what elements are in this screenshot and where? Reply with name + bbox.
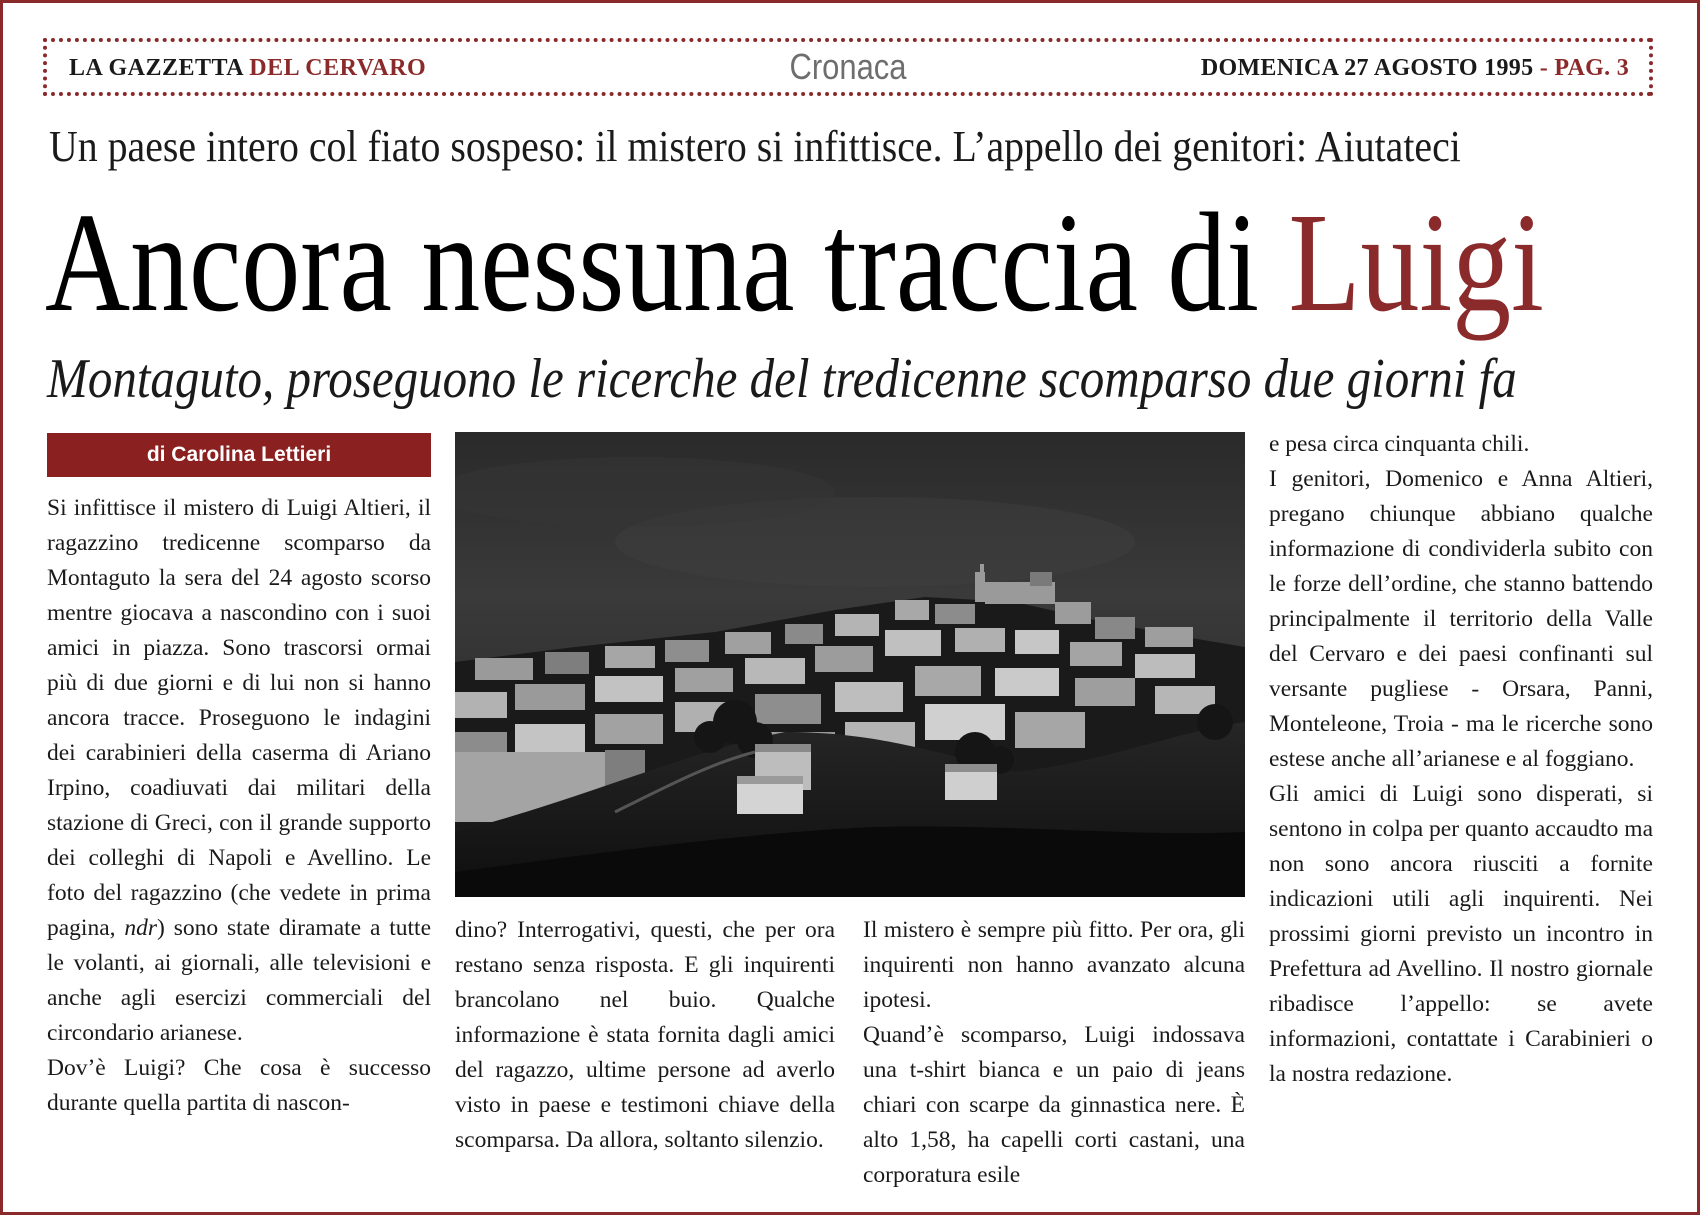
issue-info (1201, 55, 1629, 82)
col4-paragraph-2: I genitori, Domenico e Anna Altieri, pregano chiunque abbiano qualche informazione di condividerla subito con le forze dell’ordine, che stanno battendo principalmente il territorio della Valle del Cervaro e dei paesi confinanti sul versante pugliese - Orsara, Panni, Monteleone, Troia - ma le ricerche sono estese anche all’arianese e al foggiano. (1269, 466, 1653, 772)
section-name: Cronaca (789, 46, 907, 87)
col1-paragraph-1: Si infittisce il mistero di Luigi Altieri, il ragazzino tredicenne scomparso da Montaguto la sera del 24 agosto scorso mentre giocava a nascondino con i suoi amici in piazza. Sono trascorsi ormai più di due giorni e di lui non si hanno ancora tracce. Proseguono le indagini dei carabinieri della caserma di Ariano Irpino, coadiuvati dai militari della stazione di Greci, con il grande supporto dei colleghi di Napoli e Avellino. Le foto del ragazzino (che vedete in prima pagina, ndr) sono state diramate a tutte le volanti, ai giornali, alle televisioni e anche agli esercizi commerciali del circondario arianese. (47, 495, 432, 1046)
page-number: PAG. 3 (1554, 55, 1629, 81)
text-column-3 (863, 913, 1245, 1193)
col3-paragraph-1: Il mistero è sempre più fitto. Per ora, gli inquirenti non hanno avanzato alcuna ipotesi. (863, 917, 1245, 1013)
issue-date: DOMENICA 27 AGOSTO 1995 (1200, 55, 1534, 81)
text-column-2 (455, 913, 835, 1193)
page-separator: - (1539, 55, 1548, 81)
col2-paragraph-1: dino? Interrogativi, questi, che per ora restano senza risposta. E gli inquirenti brancolano nel buio. Qualche informazione è stata fornita dagli amici del ragazzo, ultime persone ad averlo visto in paese e testimoni chiave della scomparsa. Da allora, soltanto silenzio. (455, 917, 835, 1153)
paper-name-part2: DEL CERVARO (249, 55, 427, 81)
village-photo (455, 432, 1245, 897)
paper-name-part1: LA GAZZETTA (69, 55, 243, 81)
headline-part1: Ancora nessuna traccia di (45, 183, 1260, 341)
kicker: Un paese intero col fiato sospeso: il mistero si infittisce. L’appello dei genitori: Aiutateci (49, 122, 1461, 171)
col3-paragraph-2: Quand’è scomparso, Luigi indossava una t-shirt bianca e un paio di jeans chiari con scarpe da ginnastica nere. È alto 1,58, ha capelli corti castani, una corporatura esile (863, 1022, 1245, 1188)
masthead (43, 38, 1653, 96)
headline (45, 183, 1544, 341)
col4-paragraph-3: Gli amici di Luigi sono disperati, si sentono in colpa per quanto accaudto ma non sono ancora riusciti a fornite indicazioni utili agli inquirenti. Nei prossimi giorni previsto un incontro in Prefettura ad Avellino. Il nostro giornale ribadisce l’appello: se avete informazioni, contattate i Carabinieri o la nostra redazione. (1269, 781, 1653, 1087)
subhead: Montaguto, proseguono le ricerche del tredicenne scomparso due giorni fa (47, 348, 1517, 410)
headline-name: Luigi (1288, 183, 1544, 341)
village-photo-image (455, 432, 1245, 897)
text-column-4 (1269, 427, 1653, 1197)
text-column-1 (47, 491, 431, 1191)
ndr-abbreviation: ndr (124, 915, 158, 941)
byline: di Carolina Lettieri (47, 433, 431, 477)
col1-paragraph-2: Dov’è Luigi? Che cosa è successo durante quella partita di nascon- (47, 1055, 431, 1116)
col4-paragraph-1: e pesa circa cinquanta chili. (1269, 431, 1530, 457)
